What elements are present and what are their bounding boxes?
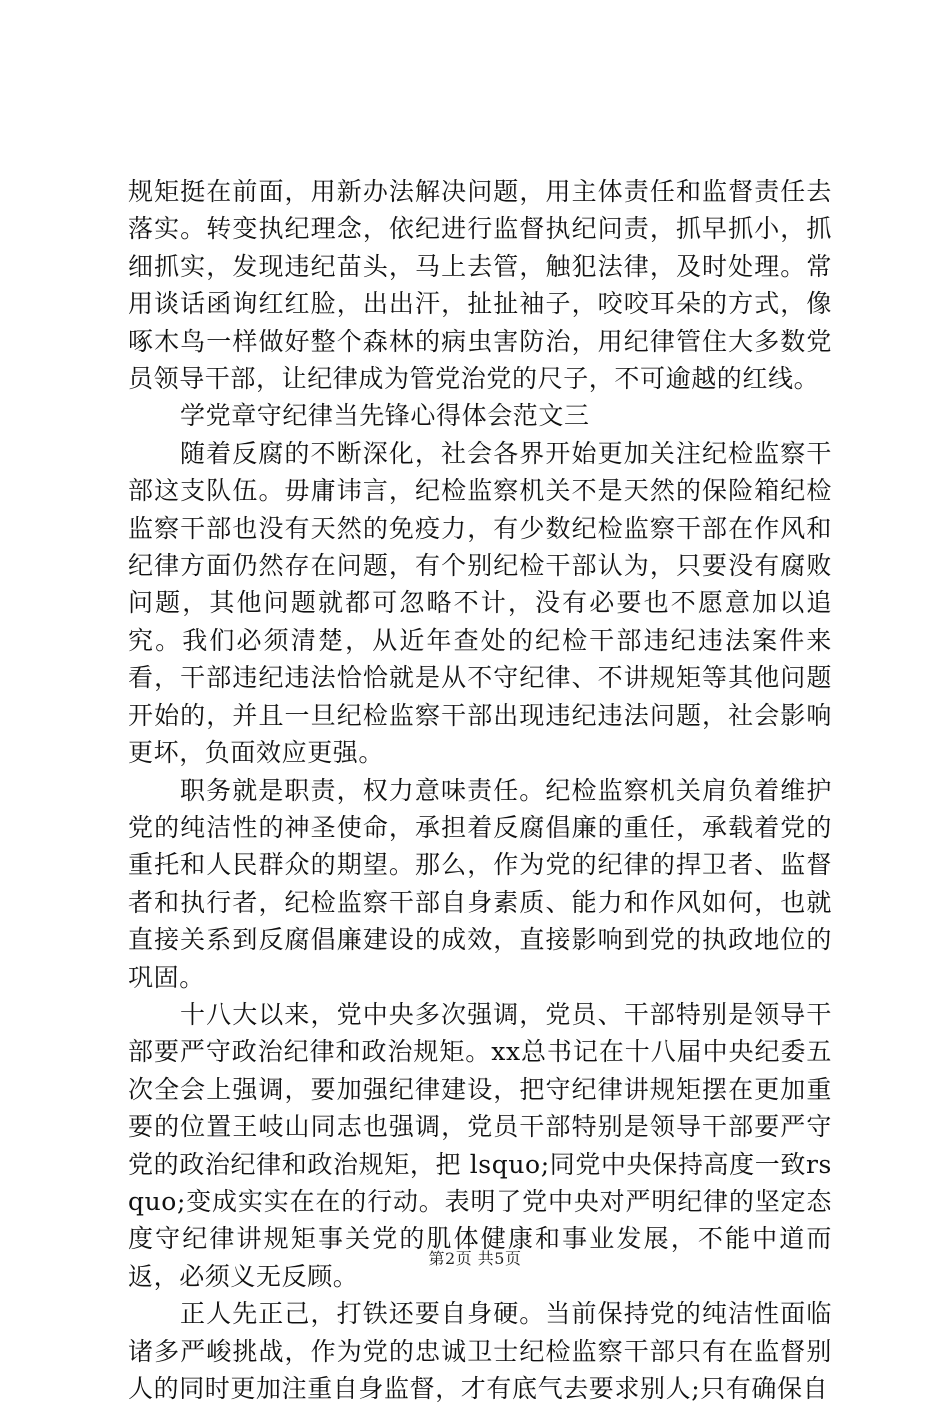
- document-body: [128, 173, 832, 1407]
- paragraph: 十八大以来，党中央多次强调，党员、干部特别是领导干部要严守政治纪律和政治规矩。xx总书记在十八届中央纪委五次全会上强调，要加强纪律建设，把守纪律讲规矩摆在更加重要的位置王岐山同志也强调，党员干部特别是领导干部要严守党的政治纪律和政治规矩，把 lsquo;同党中央保持高度一致rsquo;变成实实在在的行动。表明了党中央对严明纪律的坚定态度守纪律讲规矩事关党的肌体健康和事业发展，不能中道而返，必须义无反顾。: [128, 999, 832, 1291]
- section-heading: 学党章守纪律当先锋心得体会范文三: [180, 401, 590, 431]
- paragraph: 职务就是职责，权力意味责任。纪检监察机关肩负着维护党的纯洁性的神圣使命，承担着反腐倡廉的重任，承载着党的重托和人民群众的期望。那么，作为党的纪律的捍卫者、监督者和执行者，纪检监察干部自身素质、能力和作风如何，也就直接关系到反腐倡廉建设的成效，直接影响到党的执政地位的巩固。: [128, 775, 832, 992]
- paragraph: 随着反腐的不断深化，社会各界开始更加关注纪检监察干部这支队伍。毋庸讳言，纪检监察机关不是天然的保险箱纪检监察干部也没有天然的免疫力，有少数纪检监察干部在作风和纪律方面仍然存在问题，有个别纪检干部认为，只要没有腐败问题，其他问题就都可忽略不计，没有必要也不愿意加以追究。我们必须清楚，从近年查处的纪检干部违纪违法案件来看，干部违纪违法恰恰就是从不守纪律、不讲规矩等其他问题开始的，并且一旦纪检监察干部出现违纪违法问题，社会影响更坏，负面效应更强。: [128, 438, 832, 768]
- page-number-footer: 第2页 共5页: [428, 1249, 522, 1268]
- paragraph: 正人先正己，打铁还要自身硬。当前保持党的纯洁性面临诸多严峻挑战，作为党的忠诚卫士纪检监察干部只有在监督别人的同时更加注重自身监督，才有底气去要求别人;只有确保自: [128, 1299, 832, 1403]
- paragraph-continuation: 规矩挺在前面，用新办法解决问题，用主体责任和监督责任去落实。转变执纪理念，依纪进行监督执纪问责，抓早抓小，抓细抓实，发现违纪苗头，马上去管，触犯法律，及时处理。常用谈话函询红红脸，出出汗，扯扯袖子，咬咬耳朵的方式，像啄木鸟一样做好整个森林的病虫害防治，用纪律管住大多数党员领导干部，让纪律成为管党治党的尺子，不可逾越的红线。: [128, 177, 832, 394]
